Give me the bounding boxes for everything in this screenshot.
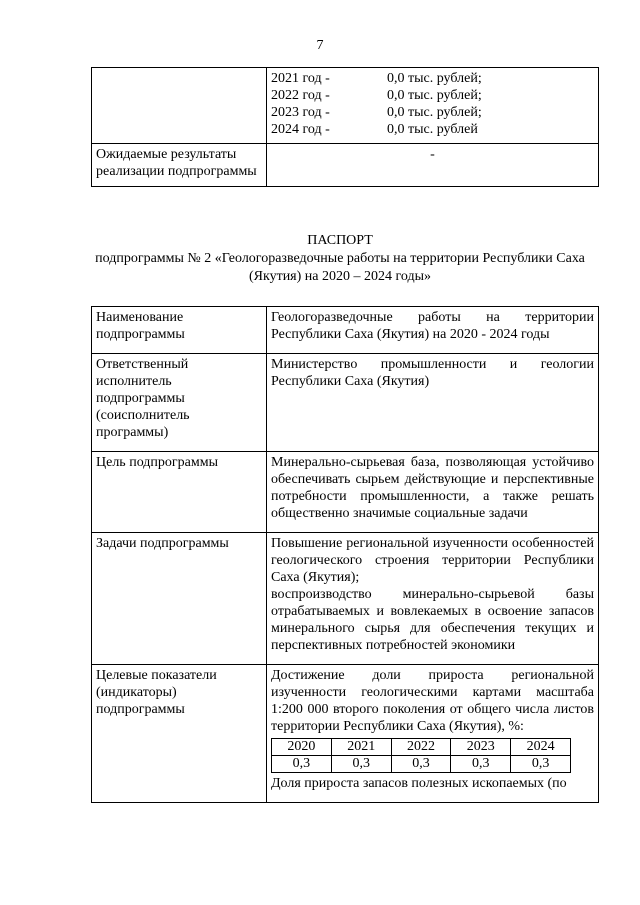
row-value-cell — [267, 307, 599, 354]
financing-list — [267, 68, 598, 143]
row-label: Наименование подпрограммы — [96, 310, 185, 342]
indicators-text: Достижение доли прироста региональной изученности геологическими картами масштаба 1:200 000 второго поколения от общего числа листов территории Республики Саха (Якутия), %: — [271, 668, 594, 734]
indicator-year: 2022 — [391, 739, 451, 756]
row-value: Минерально-сырьевая база, позволяющая устойчиво обеспечивать сырьем действующие и перспективные потребности промышленности, а также решать общественно значимые социальные задачи — [271, 455, 594, 521]
table-row — [92, 665, 599, 803]
row-label-cell — [92, 665, 267, 803]
expected-results-label: Ожидаемые результаты реализации подпрограммы — [96, 147, 257, 179]
row-value-cell — [267, 665, 599, 803]
indicators-trailing-text: Доля прироста запасов полезных ископаемых (по — [271, 776, 567, 791]
row-value: Геологоразведочные работы на территории Республики Саха (Якутия) на 2020 - 2024 годы — [271, 310, 594, 342]
indicator-year: 2020 — [272, 739, 332, 756]
financing-amount: 0,0 тыс. рублей; — [387, 88, 482, 103]
indicator-year: 2021 — [331, 739, 391, 756]
row-label-cell — [92, 307, 267, 354]
indicators-table — [271, 738, 571, 773]
financing-year: 2024 год - — [271, 122, 330, 137]
passport-subtitle: подпрограммы № 2 «Геологоразведочные работы на территории Республики Саха (Якутия) на 2020 – 2024 годы» — [95, 251, 585, 284]
row-value-cell — [267, 533, 599, 665]
row-label-cell — [92, 533, 267, 665]
financing-values-cell — [267, 68, 599, 144]
row-label: Ответственный исполнитель подпрограммы (соисполнитель программы) — [96, 357, 190, 440]
row-value-2: воспроизводство минерально-сырьевой базы отрабатываемых и вовлекаемых в освоение запасов минерального сырья для обеспечения текущих и перспективных потребностей экономики — [271, 587, 594, 653]
expected-results-label-cell — [92, 144, 267, 187]
passport-heading — [80, 232, 600, 286]
financing-line — [271, 87, 594, 104]
financing-amount: 0,0 тыс. рублей; — [387, 105, 482, 120]
financing-line — [271, 121, 594, 138]
empty-label-cell — [92, 68, 267, 144]
row-label-cell — [92, 354, 267, 452]
row-value-cell — [267, 452, 599, 533]
row-label: Целевые показатели (индикаторы) подпрограммы — [96, 668, 217, 717]
financing-line — [271, 104, 594, 121]
table-row — [92, 533, 599, 665]
financing-year: 2021 год - — [271, 71, 330, 86]
row-value: Министерство промышленности и геологии Республики Саха (Якутия) — [271, 357, 594, 389]
indicator-value: 0,3 — [272, 756, 332, 773]
indicator-value: 0,3 — [511, 756, 571, 773]
indicator-year: 2023 — [451, 739, 511, 756]
financing-row — [92, 68, 599, 144]
table-row — [92, 307, 599, 354]
financing-year: 2023 год - — [271, 105, 330, 120]
expected-results-value-cell — [267, 144, 599, 187]
financing-line — [271, 70, 594, 87]
expected-results-row — [92, 144, 599, 187]
table-row — [92, 354, 599, 452]
indicator-value: 0,3 — [331, 756, 391, 773]
row-label: Задачи подпрограммы — [96, 536, 229, 551]
expected-results-value: - — [430, 147, 435, 162]
indicator-value: 0,3 — [451, 756, 511, 773]
indicators-years-row — [272, 739, 571, 756]
row-label-cell — [92, 452, 267, 533]
row-value-cell — [267, 354, 599, 452]
financing-year: 2022 год - — [271, 88, 330, 103]
passport-title: ПАСПОРТ — [307, 233, 373, 248]
passport-table — [91, 306, 599, 803]
page-number: 7 — [316, 38, 324, 53]
indicator-year: 2024 — [511, 739, 571, 756]
financing-table — [91, 67, 599, 187]
indicators-block — [267, 665, 598, 802]
indicators-values-row — [272, 756, 571, 773]
indicator-value: 0,3 — [391, 756, 451, 773]
row-label: Цель подпрограммы — [96, 455, 218, 470]
financing-amount: 0,0 тыс. рублей — [387, 122, 478, 137]
row-value: Повышение региональной изученности особенностей геологического строения территории Республики Саха (Якутия); — [271, 536, 594, 585]
table-row — [92, 452, 599, 533]
financing-amount: 0,0 тыс. рублей; — [387, 71, 482, 86]
